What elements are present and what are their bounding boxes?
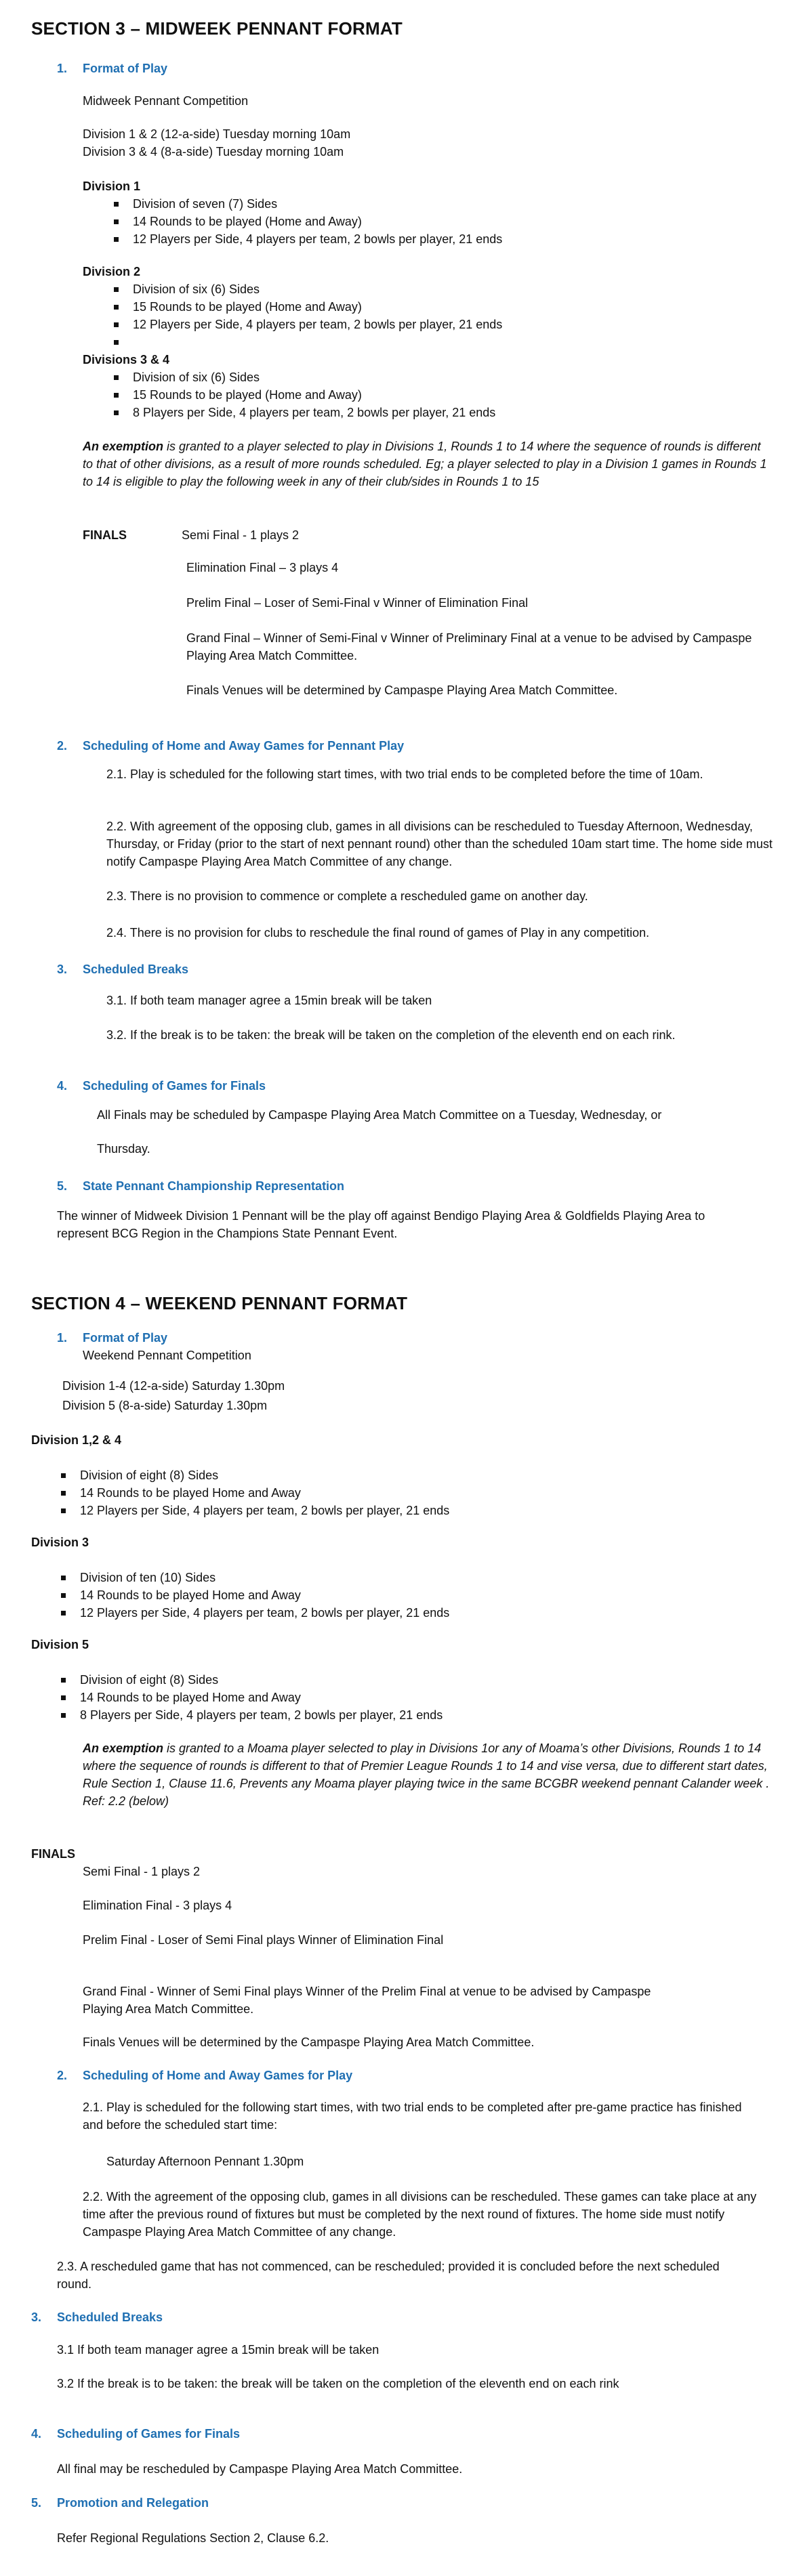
s3-para-2-2: 2.2. With agreement of the opposing club, games in all divisions can be rescheduled to Tuesday Afternoon, Wednesday, Thursday, or Friday (prior to the start of next pennant round) other than the scheduled 10am start time. The home side must notify Campaspe Playing Area Match Committee of any change.: [106, 820, 773, 868]
s3-heading-format-of-play: Format of Play: [83, 62, 168, 75]
s4-exemption-text: is granted to a Moama player selected to play in Divisions 1or any of Moama’s other Divisions, Rounds 1 to 14 where the sequence of rounds is different to that of Premier League Rounds 1 to 14 and vise versa, due to different start dates, Rule Section 1, Clause 11.6, Prevents any Moama player playing twice in the same BCGBR weekend pennant Calander week . Ref: 2.2 (below): [83, 1741, 770, 1808]
section-4-title: SECTION 4 – WEEKEND PENNANT FORMAT: [31, 1293, 408, 1313]
s3-heading-state-pennant: State Pennant Championship Representation: [83, 1179, 345, 1193]
s4-para-2-2: 2.2. With the agreement of the opposing club, games in all divisions can be rescheduled. These games can take place at any time after the previous round of fixtures but must be completed by the next round of fixtures. The home side must notify Campaspe Playing Area Match Committee of any change.: [83, 2190, 757, 2239]
s4-para-4: All final may be rescheduled by Campaspe Playing Area Match Committee.: [57, 2462, 463, 2476]
s3-divisions-3-4-title: Divisions 3 & 4: [83, 353, 170, 366]
s3-heading-2-number: 2.: [57, 739, 68, 753]
s4-division-124-list: [57, 1466, 667, 1519]
list-item: 12 Players per Side, 4 players per team, 2 bowls per player, 21 ends: [57, 1502, 667, 1519]
s3-para-3-2: 3.2. If the break is to be taken: the break will be taken on the completion of the eleventh end on each rink.: [106, 1028, 676, 1042]
s4-para-3-2: 3.2 If the break is to be taken: the break will be taken on the completion of the eleventh end on each rink: [57, 2377, 619, 2390]
s4-heading-3-number: 3.: [31, 2310, 42, 2324]
s3-para-5: The winner of Midweek Division 1 Pennant will be the play off against Bendigo Playing Area & Goldfields Playing Area to represent BCG Region in the Champions State Pennant Event.: [57, 1209, 705, 1240]
s3-finals-label: FINALS: [83, 528, 127, 542]
s3-heading-5-number: 5.: [57, 1179, 68, 1193]
s3-division-2-title: Division 2: [83, 265, 141, 278]
s4-para-2-1: 2.1. Play is scheduled for the following start times, with two trial ends to be completed after pre-game practice has finished and before the scheduled start time:: [83, 2100, 742, 2132]
list-item: Division of eight (8) Sides: [57, 1466, 667, 1484]
s4-division-3-list: [57, 1569, 667, 1622]
list-item: Division of eight (8) Sides: [57, 1671, 667, 1689]
s3-para-2-3: 2.3. There is no provision to commence or complete a rescheduled game on another day.: [106, 889, 588, 903]
s4-heading-1-number: 1.: [57, 1331, 68, 1345]
s3-heading-scheduled-breaks: Scheduled Breaks: [83, 963, 189, 976]
s4-finals-semi: Semi Final - 1 plays 2: [83, 1865, 201, 1878]
s3-competition-name: Midweek Pennant Competition: [83, 94, 249, 108]
s3-para-3-1: 3.1. If both team manager agree a 15min break will be taken: [106, 994, 432, 1007]
list-item: 14 Rounds to be played Home and Away: [57, 1484, 667, 1502]
s3-exemption-text: is granted to a player selected to play in Divisions 1, Rounds 1 to 14 where the sequence of rounds is different to that of other divisions, as a result of more rounds scheduled. Eg; a player selected to play in a Division 1 games in Rounds 1 to 14 is eligible to play the following week in any of their club/sides in Rounds 1 to 15: [83, 440, 767, 488]
s4-para-2-3: 2.3. A rescheduled game that has not commenced, can be rescheduled; provided it is concluded before the next scheduled round.: [57, 2260, 720, 2291]
s4-schedule-line-2: Division 5 (8-a-side) Saturday 1.30pm: [62, 1399, 268, 1412]
s4-heading-4-number: 4.: [31, 2427, 42, 2441]
list-item: [110, 333, 720, 351]
s3-heading-3-number: 3.: [57, 963, 68, 976]
list-item: 14 Rounds to be played Home and Away: [57, 1586, 667, 1604]
s4-para-3-1: 3.1 If both team manager agree a 15min break will be taken: [57, 2343, 379, 2357]
list-item: 15 Rounds to be played (Home and Away): [110, 298, 720, 316]
s3-para-2-4: 2.4. There is no provision for clubs to reschedule the final round of games of Play in any competition.: [106, 926, 650, 939]
s4-finals-label: FINALS: [31, 1847, 75, 1861]
s4-competition-name: Weekend Pennant Competition: [83, 1349, 251, 1362]
s4-division-3-title: Division 3: [31, 1536, 89, 1549]
s3-finals-prelim: Prelim Final – Loser of Semi-Final v Winner of Elimination Final: [186, 596, 529, 610]
s4-heading-2-number: 2.: [57, 2069, 68, 2082]
s4-finals-prelim: Prelim Final - Loser of Semi Final plays Winner of Elimination Final: [83, 1933, 444, 1947]
s3-heading-scheduling-home-away: Scheduling of Home and Away Games for Pennant Play: [83, 739, 405, 753]
s3-heading-1-number: 1.: [57, 62, 68, 75]
s4-exemption-lead: An exemption: [83, 1741, 164, 1755]
list-item: 12 Players per Side, 4 players per team, 2 bowls per player, 21 ends: [110, 316, 720, 333]
section-3-title: SECTION 3 – MIDWEEK PENNANT FORMAT: [31, 18, 403, 39]
s4-heading-finals-scheduling: Scheduling of Games for Finals: [57, 2427, 241, 2441]
s4-division-5-title: Division 5: [31, 1638, 89, 1651]
s4-heading-scheduling-home-away: Scheduling of Home and Away Games for Play: [83, 2069, 353, 2082]
s3-divisions-3-4-list: [110, 368, 720, 421]
list-item: Division of ten (10) Sides: [57, 1569, 667, 1586]
s3-finals-venues: Finals Venues will be determined by Campaspe Playing Area Match Committee.: [186, 683, 618, 697]
list-item: 14 Rounds to be played Home and Away: [57, 1689, 667, 1706]
s3-finals-elimination: Elimination Final – 3 plays 4: [186, 561, 339, 574]
s4-finals-grand: Grand Final - Winner of Semi Final plays Winner of the Prelim Final at venue to be advised by Campaspe Playing Area Match Committee.: [83, 1985, 651, 2016]
list-item: Division of six (6) Sides: [110, 280, 720, 298]
s4-heading-5-number: 5.: [31, 2496, 42, 2510]
s4-division-124-title: Division 1,2 & 4: [31, 1433, 122, 1447]
s4-heading-scheduled-breaks: Scheduled Breaks: [57, 2310, 163, 2324]
s3-finals-grand: Grand Final – Winner of Semi-Final v Winner of Preliminary Final at a venue to be advised by Campaspe Playing Area Match Committee.: [186, 631, 752, 662]
list-item: 12 Players per Side, 4 players per team, 2 bowls per player, 21 ends: [110, 230, 720, 248]
s4-para-5: Refer Regional Regulations Section 2, Clause 6.2.: [57, 2531, 329, 2545]
s3-division-1-list: [110, 195, 720, 248]
s4-schedule-line-1: Division 1-4 (12-a-side) Saturday 1.30pm: [62, 1379, 285, 1393]
list-item: Division of six (6) Sides: [110, 368, 720, 386]
s3-para-2-1: 2.1. Play is scheduled for the following start times, with two trial ends to be completed before the time of 10am.: [106, 767, 703, 781]
s3-exemption-paragraph: [83, 438, 774, 490]
s3-schedule-line-1: Division 1 & 2 (12-a-side) Tuesday morning 10am: [83, 127, 351, 141]
s4-heading-promotion-relegation: Promotion and Relegation: [57, 2496, 209, 2510]
s3-schedule-line-2: Division 3 & 4 (8-a-side) Tuesday morning 10am: [83, 145, 344, 159]
s3-para-4-line-2: Thursday.: [97, 1142, 150, 1156]
s3-exemption-lead: An exemption: [83, 440, 164, 453]
s4-para-2-1-start-time: Saturday Afternoon Pennant 1.30pm: [106, 2155, 304, 2168]
s4-finals-venues: Finals Venues will be determined by the Campaspe Playing Area Match Committee.: [83, 2035, 535, 2049]
list-item: 8 Players per Side, 4 players per team, 2 bowls per player, 21 ends: [110, 404, 720, 421]
list-item: Division of seven (7) Sides: [110, 195, 720, 213]
s3-division-2-list: [110, 280, 720, 351]
list-item: 14 Rounds to be played (Home and Away): [110, 213, 720, 230]
s3-heading-4-number: 4.: [57, 1079, 68, 1093]
s4-division-5-list: [57, 1671, 667, 1724]
list-item: 8 Players per Side, 4 players per team, 2 bowls per player, 21 ends: [57, 1706, 667, 1724]
s3-heading-finals-scheduling: Scheduling of Games for Finals: [83, 1079, 266, 1093]
s3-para-4-line-1: All Finals may be scheduled by Campaspe Playing Area Match Committee on a Tuesday, Wednesday, or: [97, 1108, 662, 1122]
s3-division-1-title: Division 1: [83, 180, 141, 193]
list-item: 15 Rounds to be played (Home and Away): [110, 386, 720, 404]
s4-heading-format-of-play: Format of Play: [83, 1331, 168, 1345]
s3-finals-semi: Semi Final - 1 plays 2: [182, 528, 300, 542]
list-item: 12 Players per Side, 4 players per team, 2 bowls per player, 21 ends: [57, 1604, 667, 1622]
s4-finals-elimination: Elimination Final - 3 plays 4: [83, 1899, 232, 1912]
s4-exemption-paragraph: [83, 1739, 771, 1810]
